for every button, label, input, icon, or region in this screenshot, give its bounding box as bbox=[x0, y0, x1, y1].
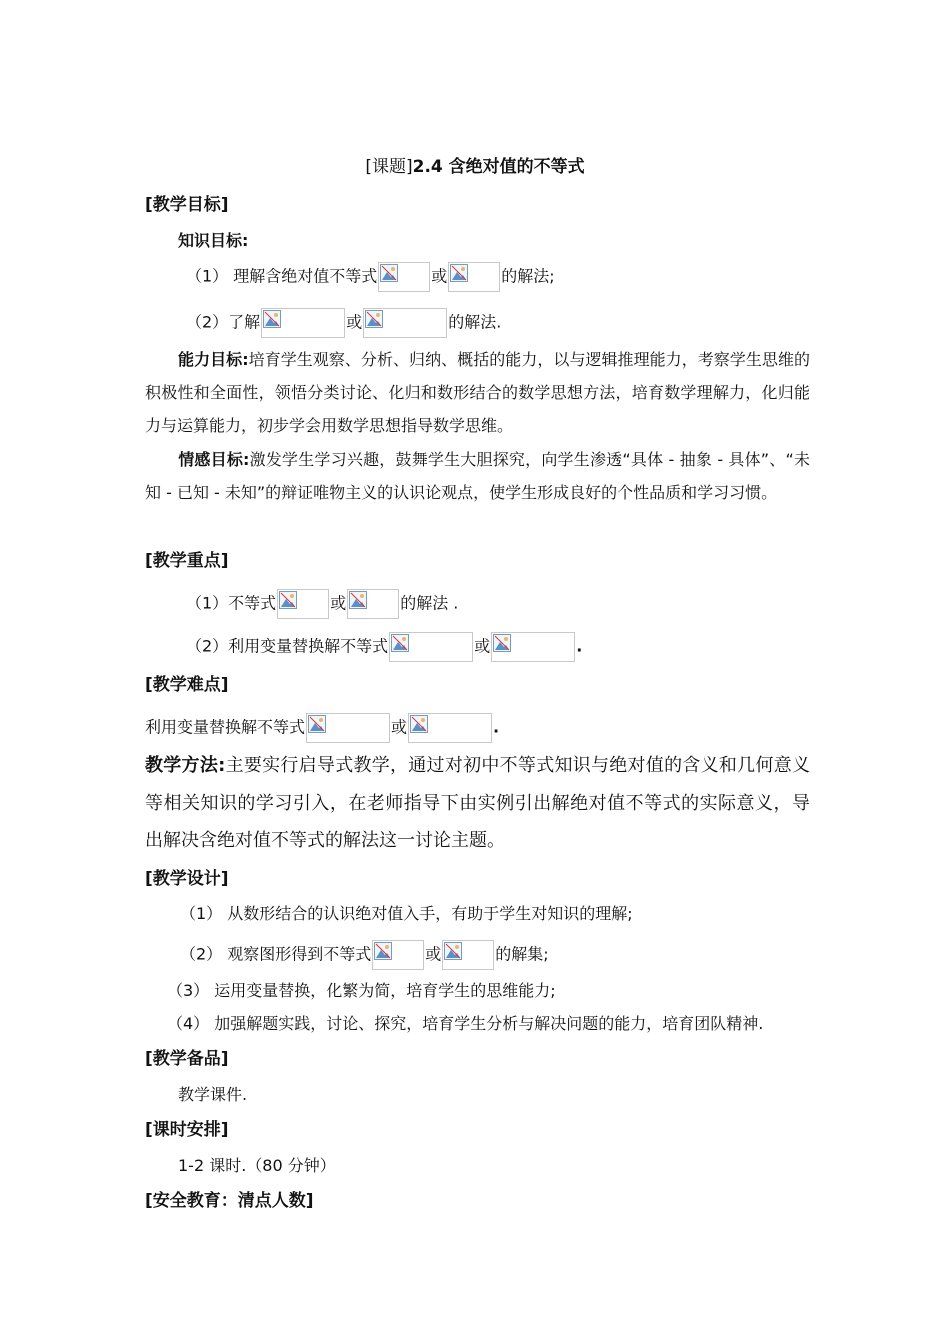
k1-suffix: 的解法; bbox=[501, 266, 555, 286]
formula-image bbox=[306, 713, 390, 743]
knowledge-goal-2 bbox=[186, 308, 501, 338]
d2-suffix: 的解集; bbox=[495, 944, 549, 964]
emotion-goal bbox=[145, 443, 810, 509]
p1-suffix: 的解法 . bbox=[400, 593, 459, 613]
heading-schedule: [课时安排] bbox=[145, 1120, 229, 1140]
period: . bbox=[576, 636, 583, 656]
heading-difficulty: [教学难点] bbox=[145, 675, 229, 695]
teaching-method bbox=[145, 747, 810, 860]
k2-suffix: 的解法. bbox=[448, 312, 502, 332]
formula-image bbox=[347, 589, 399, 619]
p2-prefix: （2）利用变量替换解不等式 bbox=[186, 636, 389, 656]
difficulty-prefix: 利用变量替换解不等式 bbox=[145, 717, 306, 737]
design-item-1: （1） 从数形结合的认识绝对值入手，有助于学生对知识的理解; bbox=[180, 904, 633, 923]
design-item-3: （3） 运用变量替换，化繁为简，培育学生的思维能力; bbox=[167, 981, 556, 1000]
materials-text: 教学课件. bbox=[178, 1085, 248, 1104]
heading-teaching-goals: [教学目标] bbox=[145, 195, 229, 215]
page-title bbox=[0, 156, 950, 178]
heading-key-points: [教学重点] bbox=[145, 551, 229, 571]
schedule-text: 1-2 课时.（80 分钟） bbox=[178, 1156, 336, 1175]
key-point-2 bbox=[186, 632, 582, 662]
ability-goal-text: 培育学生观察、分析、归纳、概括的能力，以与逻辑推理能力，考察学生思维的积极性和全面性，领悟分类讨论、化归和数形结合的数学思想方法，培育数学理解力，化归能力与运算能力，初步学会用数学思想指导数学思维。 bbox=[145, 350, 810, 435]
title-bracket: [课题] bbox=[365, 157, 413, 177]
k2-prefix: （2）了解 bbox=[186, 312, 261, 332]
emotion-goal-label: 情感目标: bbox=[178, 450, 250, 469]
formula-image bbox=[261, 308, 345, 338]
design-item-2 bbox=[180, 940, 549, 970]
method-label: 教学方法: bbox=[145, 755, 226, 776]
title-text: 2.4 含绝对值的不等式 bbox=[412, 157, 585, 177]
formula-image bbox=[363, 308, 447, 338]
heading-safety: [安全教育：清点人数] bbox=[145, 1191, 314, 1211]
formula-image bbox=[372, 940, 424, 970]
heading-materials: [教学备品] bbox=[145, 1049, 229, 1069]
knowledge-goal-label: 知识目标: bbox=[178, 231, 249, 250]
formula-image bbox=[389, 632, 473, 662]
or-text: 或 bbox=[425, 944, 442, 964]
or-text: 或 bbox=[474, 636, 491, 656]
key-point-1 bbox=[186, 589, 458, 619]
formula-image bbox=[408, 713, 492, 743]
or-text: 或 bbox=[330, 593, 347, 613]
or-text: 或 bbox=[391, 717, 408, 737]
formula-image bbox=[378, 262, 430, 292]
period: . bbox=[493, 717, 500, 737]
method-text: 主要实行启导式教学，通过对初中不等式知识与绝对值的含义和几何意义等相关知识的学习引入，在老师指导下由实例引出解绝对值不等式的实际意义，导出解决含绝对值不等式的解法这一讨论主题。 bbox=[145, 755, 811, 851]
or-text: 或 bbox=[431, 266, 448, 286]
p1-prefix: （1）不等式 bbox=[186, 593, 277, 613]
difficulty-text bbox=[145, 713, 499, 743]
formula-image bbox=[448, 262, 500, 292]
formula-image bbox=[442, 940, 494, 970]
knowledge-goal-1 bbox=[186, 262, 555, 292]
heading-design: [教学设计] bbox=[145, 869, 229, 889]
k1-prefix: （1） 理解含绝对值不等式 bbox=[186, 266, 378, 286]
formula-image bbox=[491, 632, 575, 662]
formula-image bbox=[277, 589, 329, 619]
d2-prefix: （2） 观察图形得到不等式 bbox=[180, 944, 372, 964]
ability-goal bbox=[145, 343, 810, 442]
ability-goal-label: 能力目标: bbox=[178, 350, 249, 369]
emotion-goal-text: 激发学生学习兴趣，鼓舞学生大胆探究，向学生渗透“具体 - 抽象 - 具体”、“未知 - 已知 - 未知”的辩证唯物主义的认识论观点，使学生形成良好的个性品质和学习习惯。 bbox=[145, 450, 810, 502]
or-text: 或 bbox=[346, 312, 363, 332]
design-item-4: （4） 加强解题实践，讨论、探究，培育学生分析与解决问题的能力，培育团队精神. bbox=[167, 1014, 764, 1033]
